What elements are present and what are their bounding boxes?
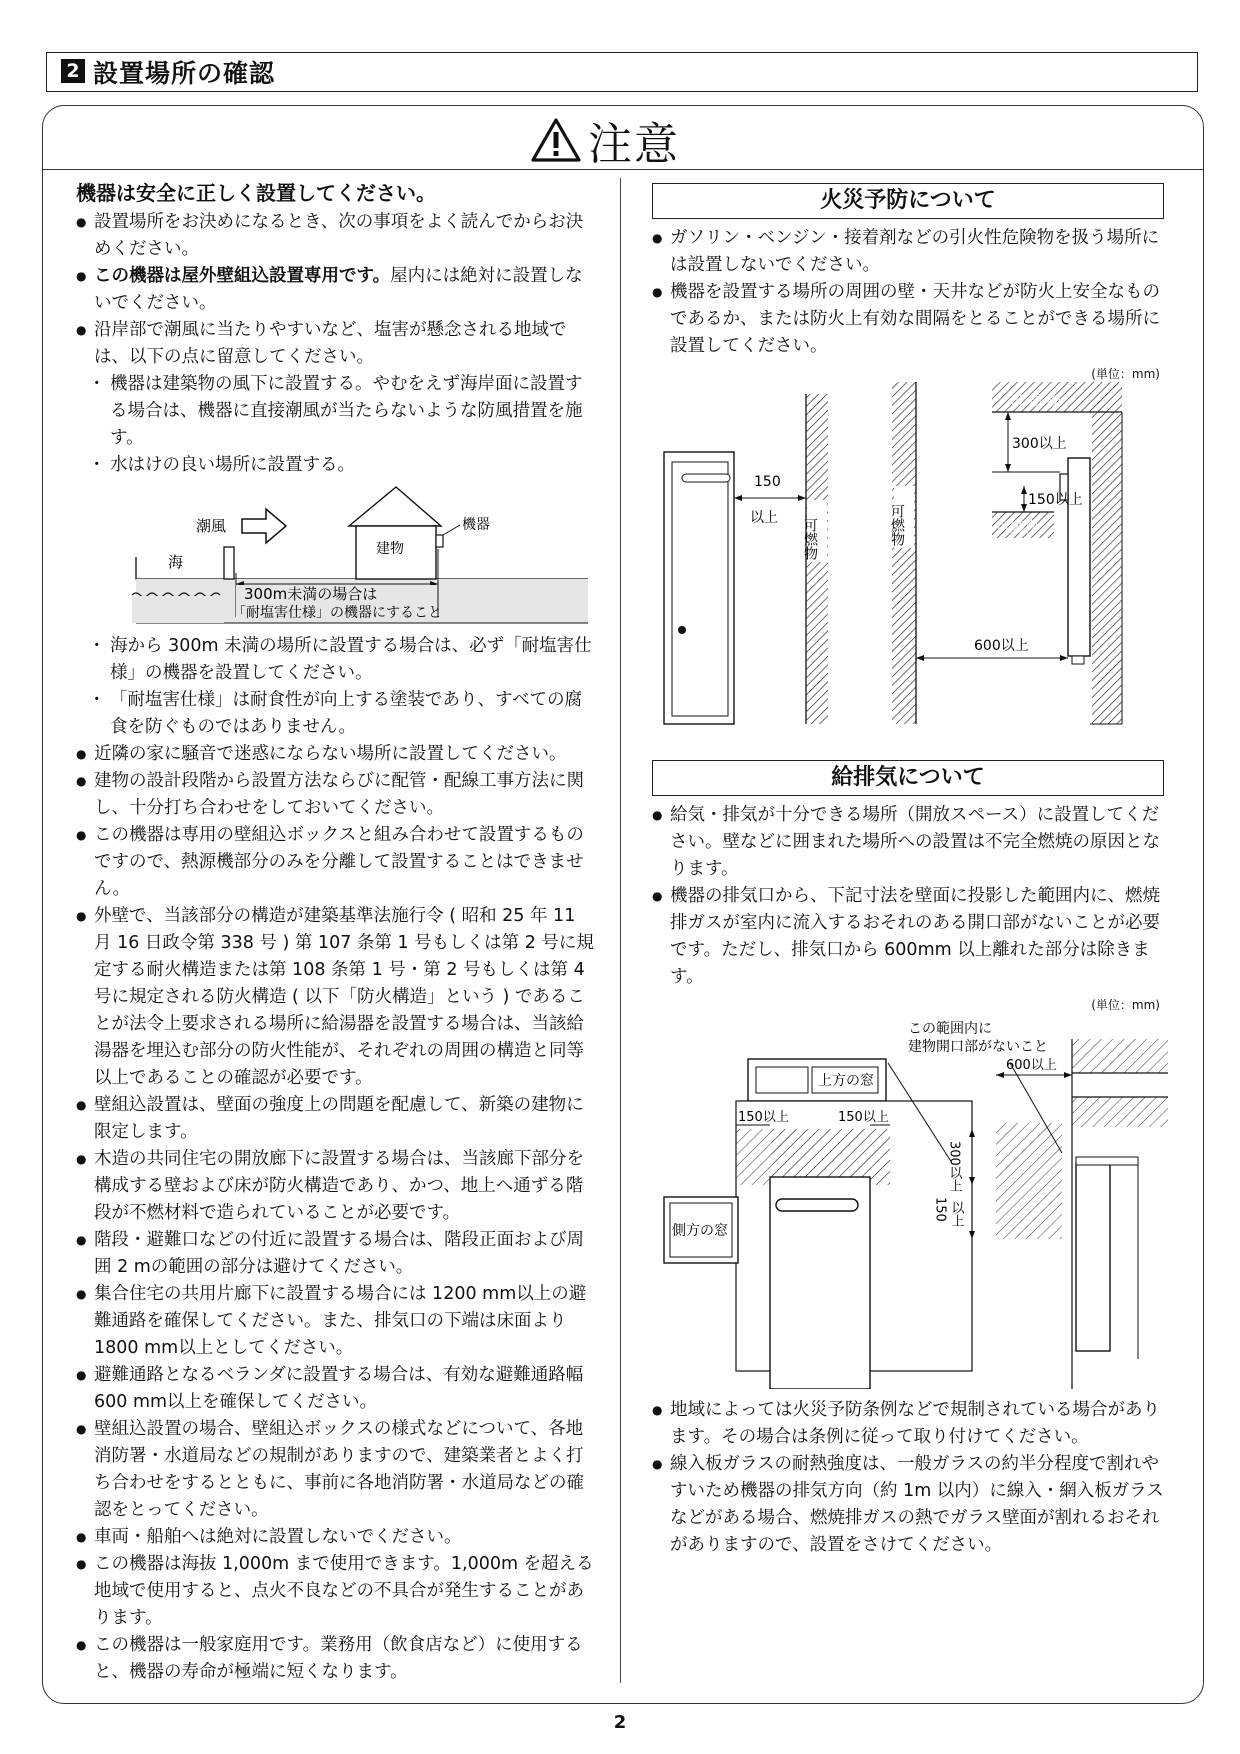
sub-list-item: ・ 機器は建築物の風下に設置する。やむをえず海岸面に設置する場合は、機器に直接潮風が当たらないような防風措置を施す。 — [76, 371, 596, 452]
section-title: 設置場所の確認 — [93, 59, 276, 88]
sub-list-item: ・ 「耐塩害仕様」は耐食性が向上する塗装であり、すべての腐食を防ぐものではありません。 — [76, 687, 596, 741]
fire-prevention-heading: 火災予防について — [652, 183, 1164, 219]
list-item: ● 給気・排気が十分できる場所（開放スペース）に設置してください。壁などに囲まれた場所への設置は不完全燃焼の原因となります。 — [652, 802, 1168, 883]
ventilation-heading: 給排気について — [652, 760, 1164, 796]
svg-text:可燃物: 可燃物 — [889, 504, 905, 546]
clearance-300: 300以上 — [946, 1141, 962, 1192]
vent-list — [652, 802, 1168, 991]
vent-list-after — [652, 1397, 1168, 1559]
list-item: ● 階段・避難口などの付近に設置する場合は、階段正面および周囲 2 mの範囲の部分は避けてください。 — [76, 1227, 596, 1281]
upper-window-label: 上方の窓 — [818, 1073, 874, 1089]
clearance-150-left: 150以上 — [738, 1110, 789, 1125]
right-column — [652, 183, 1168, 1559]
wind-label: 潮風 — [196, 517, 227, 535]
clearance-300: 300以上 — [1012, 436, 1067, 452]
list-item: ● この機器は一般家庭用です。業務用（飲食店など）に使用すると、機器の寿命が極端に短くなります。 — [76, 1632, 596, 1686]
distance-note-2: 「耐塩害仕様」の機器にすること — [232, 605, 442, 621]
list-item: ● 集合住宅の共用片廊下に設置する場合には 1200 mm以上の避難通路を確保してください。また、排気口の下端は床面より 1800 mm以上としてください。 — [76, 1281, 596, 1362]
unit-note: (単位：mm) — [1091, 998, 1160, 1012]
clearance-600: 600以上 — [974, 638, 1029, 654]
exhaust-note-2: 建物開口部がないこと — [908, 1039, 1048, 1055]
list-item: ● 避難通路となるベランダに設置する場合は、有効な避難通路幅 600 mm以上を確保してください。 — [76, 1362, 596, 1416]
clearance-600: 600以上 — [1006, 1058, 1057, 1073]
emphasis-text: この機器は屋外壁組込設置専用です。 — [94, 266, 391, 286]
list-item: ● 木造の共同住宅の開放廊下に設置する場合は、当該廊下部分を構成する壁および床が防火構造であり、かつ、地上へ通ずる階段が不燃材料で造られていることが必要です。 — [76, 1146, 596, 1227]
clearance-150-a: 150 — [754, 474, 781, 490]
clearance-150-b: 以上 — [948, 1201, 964, 1227]
list-item: ● 壁組込設置の場合、壁組込ボックスの様式などについて、各地消防署・水道局などの規制がありますので、建築業者とよく打ち合わせをするとともに、事前に各地消防署・水道局などの確認をとってください。 — [76, 1416, 596, 1524]
side-window-label: 側方の窓 — [672, 1223, 728, 1239]
lead-heading: 機器は安全に正しく設置してください。 — [76, 181, 436, 205]
combustible-top-label: 可 燃 物 — [1010, 394, 1061, 410]
sub-list-item: ・ 海から 300m 未満の場所に設置する場合は、必ず「耐塩害仕様」の機器を設置してください。 — [76, 633, 596, 687]
fire-list — [652, 225, 1168, 360]
section-header — [46, 52, 1198, 92]
left-column — [76, 180, 596, 1686]
building-label: 建物 — [376, 541, 404, 557]
list-item: ● 機器の排気口から、下記寸法を壁面に投影した範囲内に、燃焼排ガスが室内に流入するおそれのある開口部がないことが必要です。ただし、排気口から 600mm 以上離れた部分は除きます。 — [652, 883, 1168, 991]
clearance-diagram — [652, 382, 1168, 742]
list-item: ● ガソリン・ベンジン・接着剤などの引火性危険物を扱う場所には設置しないでください。 — [652, 225, 1168, 279]
list-item: ● 外壁で、当該部分の構造が建築基準法施行令 ( 昭和 25 年 11 月 16 日政令第 338 号 ) 第 107 条第 1 号もしくは第 2 号に規定する耐火構造または第 108 条第 1 号・第 2 号もしくは第 4 号に規定される防火構造 ( 以下「防火構造」という ) であることが法令上要求される場所に給湯器を設置する場合は、当該給湯器を埋込む部分の防火性能が、それぞれの周囲の構造と同等以上であることの確認が必要です。 — [76, 903, 596, 1092]
list-item: ● この機器は屋外壁組込設置専用です。屋内には絶対に設置しないでください。 — [76, 263, 596, 317]
coastal-diagram — [76, 479, 596, 633]
list-item: ● この機器は専用の壁組込ボックスと組み合わせて設置するものですので、熱源機部分のみを分離して設置することはできません。 — [76, 822, 596, 903]
list-item: ● 車両・船舶へは絶対に設置しないでください。 — [76, 1524, 596, 1551]
list-item: ● 地域によっては火災予防条例などで規制されている場合があります。その場合は条例に従って取り付けてください。 — [652, 1397, 1168, 1451]
clearance-150-right: 150以上 — [1028, 492, 1083, 508]
list-item: ● この機器は海抜 1,000m まで使用できます。1,000m を超える地域で使用すると、点火不良などの不具合が発生することがあります。 — [76, 1551, 596, 1632]
clearance-150-right: 150以上 — [838, 1110, 889, 1125]
column-divider — [620, 178, 621, 1683]
clearance-150-a: 150 — [932, 1197, 948, 1222]
list-item: ● 設置場所をお決めになるとき、次の事項をよく読んでからお決めください。 — [76, 209, 596, 263]
caution-title: 注意 — [588, 119, 680, 170]
left-list-bottom — [76, 633, 596, 1686]
exhaust-note-1: この範囲内に — [908, 1021, 992, 1037]
warning-icon — [530, 117, 582, 163]
list-item: ● 機器を設置する場所の周囲の壁・天井などが防火上安全なものであるか、または防火上有効な間隔をとることができる場所に設置してください。 — [652, 279, 1168, 360]
list-item: ● 線入板ガラスの耐熱強度は、一般ガラスの約半分程度で割れやすいため機器の排気方向（約 1m 以内）に線入・網入板ガラスなどがある場合、燃焼排ガスの熱でガラス壁面が割れるおそれがありますので、設置をさけてください。 — [652, 1451, 1168, 1559]
sub-list-item: ・ 水はけの良い場所に設置する。 — [76, 452, 596, 479]
list-item: ● 建物の設計段階から設置方法ならびに配管・配線工事方法に関し、十分打ち合わせをしておいてください。 — [76, 768, 596, 822]
page-number: 2 — [613, 1712, 627, 1733]
list-item: ● 近隣の家に騒音で迷惑にならない場所に設置してください。 — [76, 741, 596, 768]
left-list-top — [76, 209, 596, 479]
section-number: 2 — [61, 59, 85, 83]
distance-note-1: 300m未満の場合は — [244, 585, 378, 603]
list-item: ● 沿岸部で潮風に当たりやすいなど、塩害が懸念される地域では、以下の点に留意してください。 — [76, 317, 596, 371]
clearance-150-b: 以上 — [750, 510, 778, 526]
combustible-small-label: 可燃物 — [996, 520, 1038, 536]
exhaust-clearance-diagram — [652, 1013, 1168, 1389]
list-item: ● 壁組込設置は、壁面の強度上の問題を配慮して、新築の建物に限定します。 — [76, 1092, 596, 1146]
device-label: 機器 — [462, 517, 490, 533]
unit-note: (単位：mm) — [1091, 367, 1160, 381]
svg-text:可燃物: 可燃物 — [802, 518, 818, 560]
caution-heading — [530, 112, 680, 168]
sea-label: 海 — [168, 553, 184, 571]
